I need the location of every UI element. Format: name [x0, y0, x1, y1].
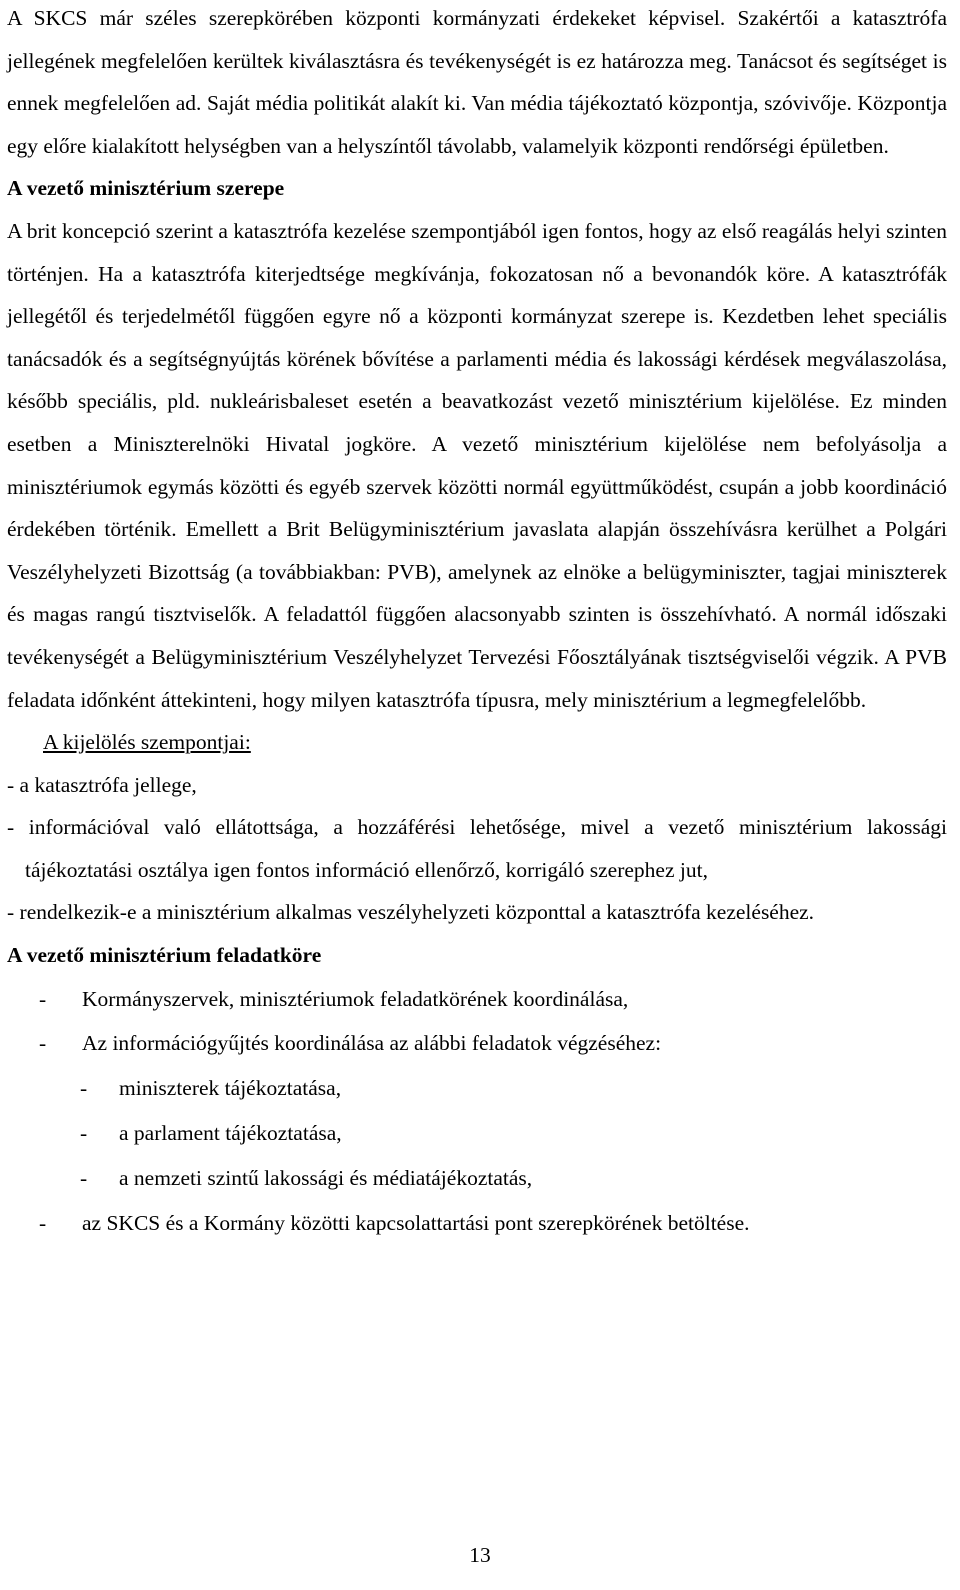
dash-marker: - [80, 1165, 88, 1190]
duty-item [7, 977, 947, 1022]
duty-text: Kormányszervek, minisztériumok feladatkörének koordinálása, [82, 986, 629, 1011]
duty-sub-text: miniszterek tájékoztatása, [119, 1076, 342, 1101]
criteria-item: - információval való ellátottsága, a hozzáférési lehetősége, mivel a vezető minisztérium lakossági tájékoztatási osztálya igen fontos információ ellenőrző, korrigáló szerephez jut, [7, 815, 947, 882]
dash-marker: - [39, 986, 47, 1011]
duty-sub-item [7, 1066, 947, 1111]
criteria-list [7, 764, 947, 934]
dash-marker: - [80, 1121, 88, 1146]
criteria-item: - a katasztrófa jellege, [7, 772, 197, 797]
dash-marker: - [80, 1076, 88, 1101]
criteria-item: - rendelkezik-e a minisztérium alkalmas veszélyhelyzeti központtal a katasztrófa kezeléséhez. [7, 900, 815, 925]
role-paragraph: A brit koncepció szerint a katasztrófa kezelése szempontjából igen fontos, hogy az első reagálás helyi szinten történjen. Ha a katasztrófa kiterjedtsége megkívánja, fokozatosan nő a bevonandók köre. A katasztrófák jellegétől és terjedelmétől függően egyre nő a központi kormányzat szerepe is. Kezdetben lehet speciális tanácsadók és a segítségnyújtás körének bővítése a parlamenti média és lakossági kérdések megválaszolása, később speciális, pld. nukleárisbaleset esetén a beavatkozást vezető minisztérium kijelölése. Ez minden esetben a Miniszterelnöki Hivatal jogköre. A vezető minisztérium kijelölése nem befolyásolja a minisztériumok egymás közötti és egyéb szervek közötti normál együttműködést, csupán a jobb koordináció érdekében történik. Emellett a Brit Belügyminisztérium javaslata alapján összehívásra kerülhet a Polgári Veszélyhelyzeti Bizottság (a továbbiakban: PVB), amelynek az elnöke a belügyminiszter, tagjai miniszterek és magas rangú tisztviselők. A feladattól függően alacsonyabb szinten is összehívható. A normál időszaki tevékenységét a Belügyminisztérium Veszélyhelyzet Tervezési Főosztályának tisztségviselői végzik. A PVB feladata időnként áttekinteni, hogy milyen katasztrófa típusra, mely minisztérium a legmegfelelőbb. [7, 218, 947, 712]
duty-sub-item [7, 1156, 947, 1201]
document-body [7, 0, 947, 1245]
duty-item [7, 1201, 947, 1246]
duty-item [7, 1021, 947, 1066]
duty-text: az SKCS és a Kormány közötti kapcsolattartási pont szerepkörének betöltése. [82, 1210, 750, 1235]
duty-sub-text: a nemzeti szintű lakossági és médiatájékoztatás, [119, 1165, 533, 1190]
page-number: 13 [469, 1543, 491, 1567]
section-heading-duties: A vezető minisztérium feladatköre [7, 943, 322, 968]
duty-sub-item [7, 1111, 947, 1156]
section-heading-role: A vezető minisztérium szerepe [7, 176, 285, 201]
criteria-heading: A kijelölés szempontjai: [43, 730, 251, 755]
dash-marker: - [39, 1031, 47, 1056]
intro-paragraph: A SKCS már széles szerepkörében központi kormányzati érdekeket képvisel. Szakértői a katasztrófa jellegének megfelelően kerültek kiválasztásra és tevékenységét is ez határozza meg. Tanácsot és segítséget is ennek megfelelően ad. Saját média politikát alakít ki. Van média tájékoztató központja, szóvivője. Központja egy előre kialakított helységben van a helyszíntől távolabb, valamelyik központi rendőrségi épületben. [7, 6, 947, 158]
duties-list [7, 977, 947, 1246]
duty-sub-text: a parlament tájékoztatása, [119, 1121, 342, 1146]
duty-text: Az információgyűjtés koordinálása az alábbi feladatok végzéséhez: [82, 1031, 662, 1056]
dash-marker: - [39, 1210, 47, 1235]
